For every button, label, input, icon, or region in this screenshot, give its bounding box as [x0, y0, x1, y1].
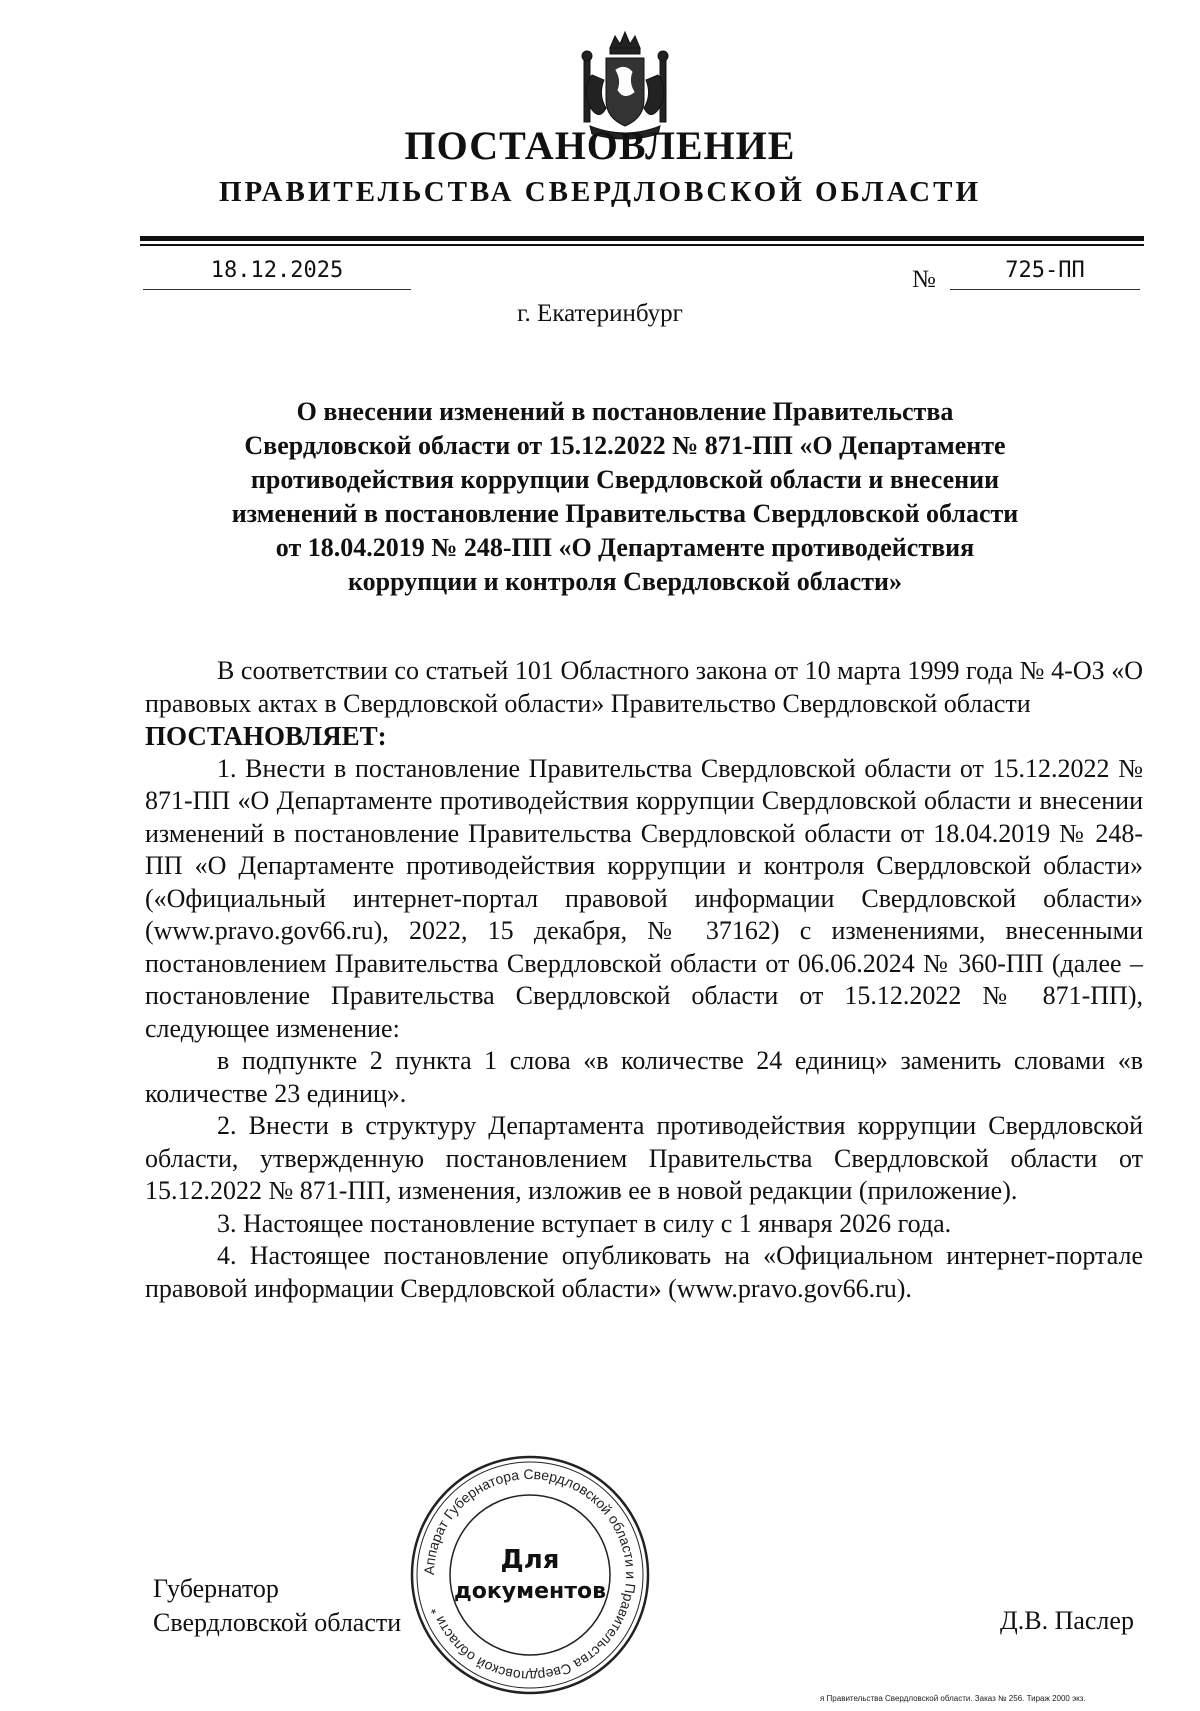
number-label: №	[912, 266, 936, 293]
seal-stamp-icon	[405, 1450, 655, 1700]
item-3: 3. Настоящее постановление вступает в силу с 1 января 2026 года.	[217, 1208, 952, 1238]
heading-line: от 18.04.2019 № 248-ПП «О Департаменте противодействия	[275, 533, 975, 562]
signatory-name: Д.В. Паслер	[1000, 1606, 1134, 1635]
header-divider-thick	[140, 236, 1144, 241]
seal-center-line2: документов	[453, 1579, 607, 1604]
item-1-subitem: в подпункте 2 пункта 1 слова «в количестве 24 единиц» заменить словами «в количестве 23 единиц».	[145, 1046, 1143, 1108]
header-divider-thin	[140, 244, 1144, 246]
position-line: Губернатор	[153, 1574, 279, 1603]
document-date: 18.12.2025	[143, 258, 411, 290]
seal-ring-text: Аппарат Губернатора Свердловской области и Правительства Свердловской области *	[420, 1465, 640, 1685]
position-line: Свердловской области	[153, 1608, 402, 1637]
heading-line: изменений в постановление Правительства Свердловской области	[231, 499, 1019, 528]
heading-line: О внесении изменений в постановление Правительства	[296, 397, 954, 426]
item-1: 1. Внести в постановление Правительства Свердловской области от 15.12.2022 № 871-ПП «О Департаменте противодействия коррупции Свердловской области и внесении изменений в постановление Правительства Свердловской области от 18.04.2019 № 248-ПП «О Департаменте противодействия коррупции и контроля Свердловской области» («Официальный интернет-портал правовой информации Свердловской области» (www.pravo.gov66.ru), 2022, 15 декабря, № 37162) с изменениями, внесенными постановлением Правительства Свердловской области от 06.06.2024 № 360-ПП (далее – постановление Правительства Свердловской области от 15.12.2022 № 871-ПП), следующее изменение:	[145, 753, 1143, 1043]
item-2: 2. Внести в структуру Департамента противодействия коррупции Свердловской области, утвержденную постановлением Правительства Свердловской области от 15.12.2022 № 871-ПП, изменения, изложив ее в новой редакции (приложение).	[145, 1111, 1143, 1205]
heading-line: противодействия коррупции Свердловской области и внесении	[250, 465, 1000, 494]
heading-line: Свердловской области от 15.12.2022 № 871-ПП «О Департаменте	[244, 431, 1006, 460]
preamble: В соответствии со статьей 101 Областного закона от 10 марта 1999 года № 4-ОЗ «О правовых актах в Свердловской области» Правительство Свердловской области	[145, 656, 1143, 718]
city: г. Екатеринбург	[517, 300, 683, 327]
document-subtitle: ПРАВИТЕЛЬСТВА СВЕРДЛОВСКОЙ ОБЛАСТИ	[218, 176, 982, 208]
seal-center-line1: Для	[500, 1545, 560, 1575]
document-title: ПОСТАНОВЛЕНИЕ	[404, 123, 796, 168]
resolution-keyword: ПОСТАНОВЛЯЕТ:	[145, 721, 387, 751]
document-number: 725-ПП	[950, 258, 1140, 290]
print-info: я Правительства Свердловской области. Заказ № 256. Тираж 2000 экз.	[820, 1694, 1086, 1703]
document-body	[145, 655, 1143, 1305]
svg-text:Аппарат Губернатора Свердловск	[421, 1466, 639, 1684]
heading-line: коррупции и контроля Свердловской области»	[348, 567, 902, 596]
item-4: 4. Настоящее постановление опубликовать на «Официальном интернет-портале правовой информации Свердловской области» (www.pravo.gov66.ru).	[145, 1241, 1143, 1303]
signatory-position	[153, 1572, 401, 1640]
document-heading	[175, 395, 1075, 599]
